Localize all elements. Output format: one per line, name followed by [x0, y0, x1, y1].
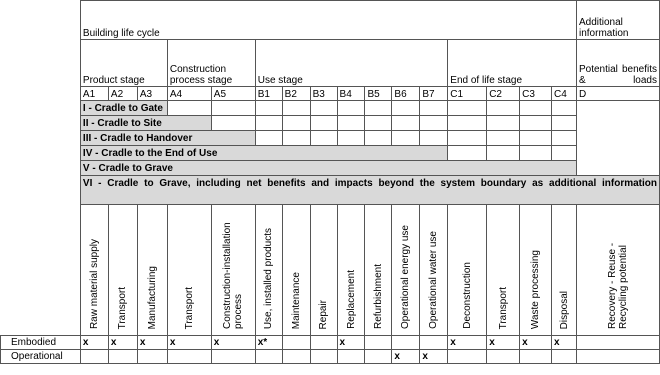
- mark-cell: [310, 336, 337, 350]
- module-code: A3: [137, 87, 167, 101]
- construction-stage-header: Construction process stage: [167, 40, 255, 87]
- module-code: B5: [365, 87, 392, 101]
- module-code: C3: [520, 87, 552, 101]
- module-code: C2: [487, 87, 520, 101]
- mark-cell: x: [487, 336, 520, 350]
- mark-cell: x: [337, 336, 365, 350]
- process-label: Transport: [487, 205, 520, 336]
- module-code: B6: [392, 87, 420, 101]
- module-code: C4: [552, 87, 577, 101]
- process-label: Use, installed products: [255, 205, 282, 336]
- mark-cell: [420, 336, 448, 350]
- process-label: Raw material supply: [80, 205, 108, 336]
- end-of-life-stage-header: End of life stage: [448, 40, 577, 87]
- mark-cell: [337, 350, 365, 364]
- mark-cell: [282, 350, 310, 364]
- module-code: A5: [211, 87, 255, 101]
- process-label: Waste processing: [520, 205, 552, 336]
- mark-cell: x*: [255, 336, 282, 350]
- mark-cell: x: [108, 336, 137, 350]
- mark-cell: [552, 350, 577, 364]
- process-label: Transport: [108, 205, 137, 336]
- process-label: Transport: [167, 205, 211, 336]
- mark-cell: [80, 350, 108, 364]
- process-label: Refurbishment: [365, 205, 392, 336]
- mark-cell: [576, 350, 659, 364]
- mark-cell: x: [520, 336, 552, 350]
- mark-cell: [520, 350, 552, 364]
- mark-cell: [255, 350, 282, 364]
- mark-cell: [365, 350, 392, 364]
- row-label-embodied: Embodied: [1, 336, 81, 350]
- scope-cradle-to-grave-net-benefits: VI - Cradle to Grave, including net benefits and impacts beyond the system boundary as additional information: [80, 176, 659, 205]
- module-code: D: [576, 87, 659, 101]
- module-code: A2: [108, 87, 137, 101]
- module-code: B7: [420, 87, 448, 101]
- mark-cell: [392, 336, 420, 350]
- module-code: A1: [80, 87, 108, 101]
- product-stage-header: Product stage: [80, 40, 167, 87]
- mark-cell: [365, 336, 392, 350]
- process-label: Recovery - Reuse - Recycling potential: [576, 205, 659, 336]
- module-codes-row: [1, 87, 660, 101]
- scope-cradle-to-handover: III - Cradle to Handover: [80, 131, 255, 146]
- process-label: Disposal: [552, 205, 577, 336]
- building-life-cycle-header: Building life cycle: [80, 1, 576, 40]
- process-label: Operational energy use: [392, 205, 420, 336]
- mark-cell: [576, 336, 659, 350]
- scope-cradle-to-end-of-use: IV - Cradle to the End of Use: [80, 146, 447, 161]
- mark-cell: x: [137, 336, 167, 350]
- module-code: C1: [448, 87, 487, 101]
- mark-cell: x: [392, 350, 420, 364]
- process-label: Construction-installation process: [211, 205, 255, 336]
- mark-cell: x: [167, 336, 211, 350]
- embodied-row: [1, 336, 660, 350]
- row-label-operational: Operational: [1, 350, 81, 364]
- module-code: B3: [310, 87, 337, 101]
- mark-cell: [487, 350, 520, 364]
- mark-cell: [108, 350, 137, 364]
- process-labels-row: [1, 205, 660, 336]
- process-label: Deconstruction: [448, 205, 487, 336]
- use-stage-header: Use stage: [255, 40, 448, 87]
- mark-cell: [211, 350, 255, 364]
- mark-cell: x: [448, 336, 487, 350]
- module-code: A4: [167, 87, 211, 101]
- mark-cell: x: [80, 336, 108, 350]
- module-code: B1: [255, 87, 282, 101]
- mark-cell: x: [211, 336, 255, 350]
- process-label: Manufacturing: [137, 205, 167, 336]
- mark-cell: [137, 350, 167, 364]
- process-label: Repair: [310, 205, 337, 336]
- module-code: B4: [337, 87, 365, 101]
- scope-cradle-to-grave: V - Cradle to Grave: [80, 161, 576, 176]
- mark-cell: [310, 350, 337, 364]
- scope-cradle-to-gate: I - Cradle to Gate: [80, 101, 167, 116]
- mark-cell: x: [552, 336, 577, 350]
- mark-cell: [448, 350, 487, 364]
- mark-cell: x: [420, 350, 448, 364]
- potential-benefits-header: Potential benefits & loads: [576, 40, 659, 87]
- process-label: Operational water use: [420, 205, 448, 336]
- process-label: Maintenance: [282, 205, 310, 336]
- scope-cradle-to-site: II - Cradle to Site: [80, 116, 211, 131]
- mark-cell: [282, 336, 310, 350]
- mark-cell: [167, 350, 211, 364]
- corner-blank: [1, 1, 81, 40]
- process-label: Replacement: [337, 205, 365, 336]
- module-code: B2: [282, 87, 310, 101]
- operational-row: [1, 350, 660, 364]
- additional-information-header: Additional information: [576, 1, 659, 40]
